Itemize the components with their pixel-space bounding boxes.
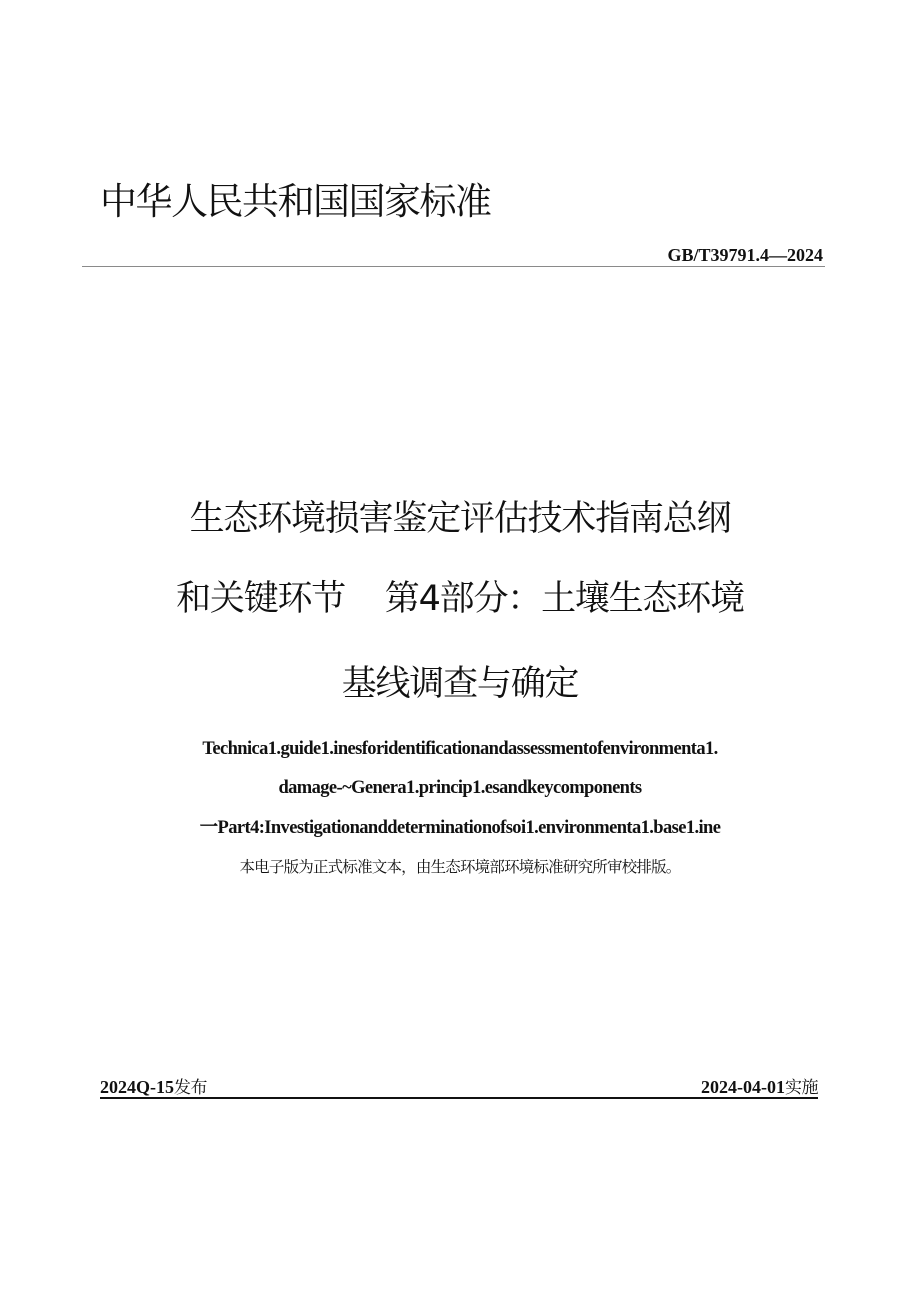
release-date-value: 2024Q-15 [100,1077,174,1097]
title-en-line-3: 一Part4:Investigationanddeterminationofsoi1.environmenta1.base1.ine [199,818,721,838]
title-en-line-2: damage-~Genera1.princip1.esandkeycomponents [278,778,642,798]
title-zh-line-1: 生态环境损害鉴定评估技术指南总纲 [189,499,731,539]
release-date [100,1076,207,1099]
standard-number: GB/T39791.4—2024 [667,245,823,265]
title-zh-line-2: 和关键环节 第4部分：土壤生态环境 [176,579,744,619]
implementation-label: 实施 [785,1078,818,1098]
implementation-date [701,1076,818,1099]
electronic-version-notice: 本电子版为正式标准文本，由生态环境部环境标准研究所审校排版。 [239,858,681,876]
title-zh-line-3: 基线调查与确定 [341,664,579,704]
title-en-line-1: Technica1.guide1.inesforidentificationandassessmentofenvironmenta1. [202,739,718,759]
national-standard-heading: 中华人民共和国国家标准 [100,180,491,223]
footer-divider [100,1097,818,1099]
release-label: 发布 [174,1078,207,1098]
implementation-date-value: 2024-04-01 [701,1077,785,1097]
header-divider [82,266,825,267]
